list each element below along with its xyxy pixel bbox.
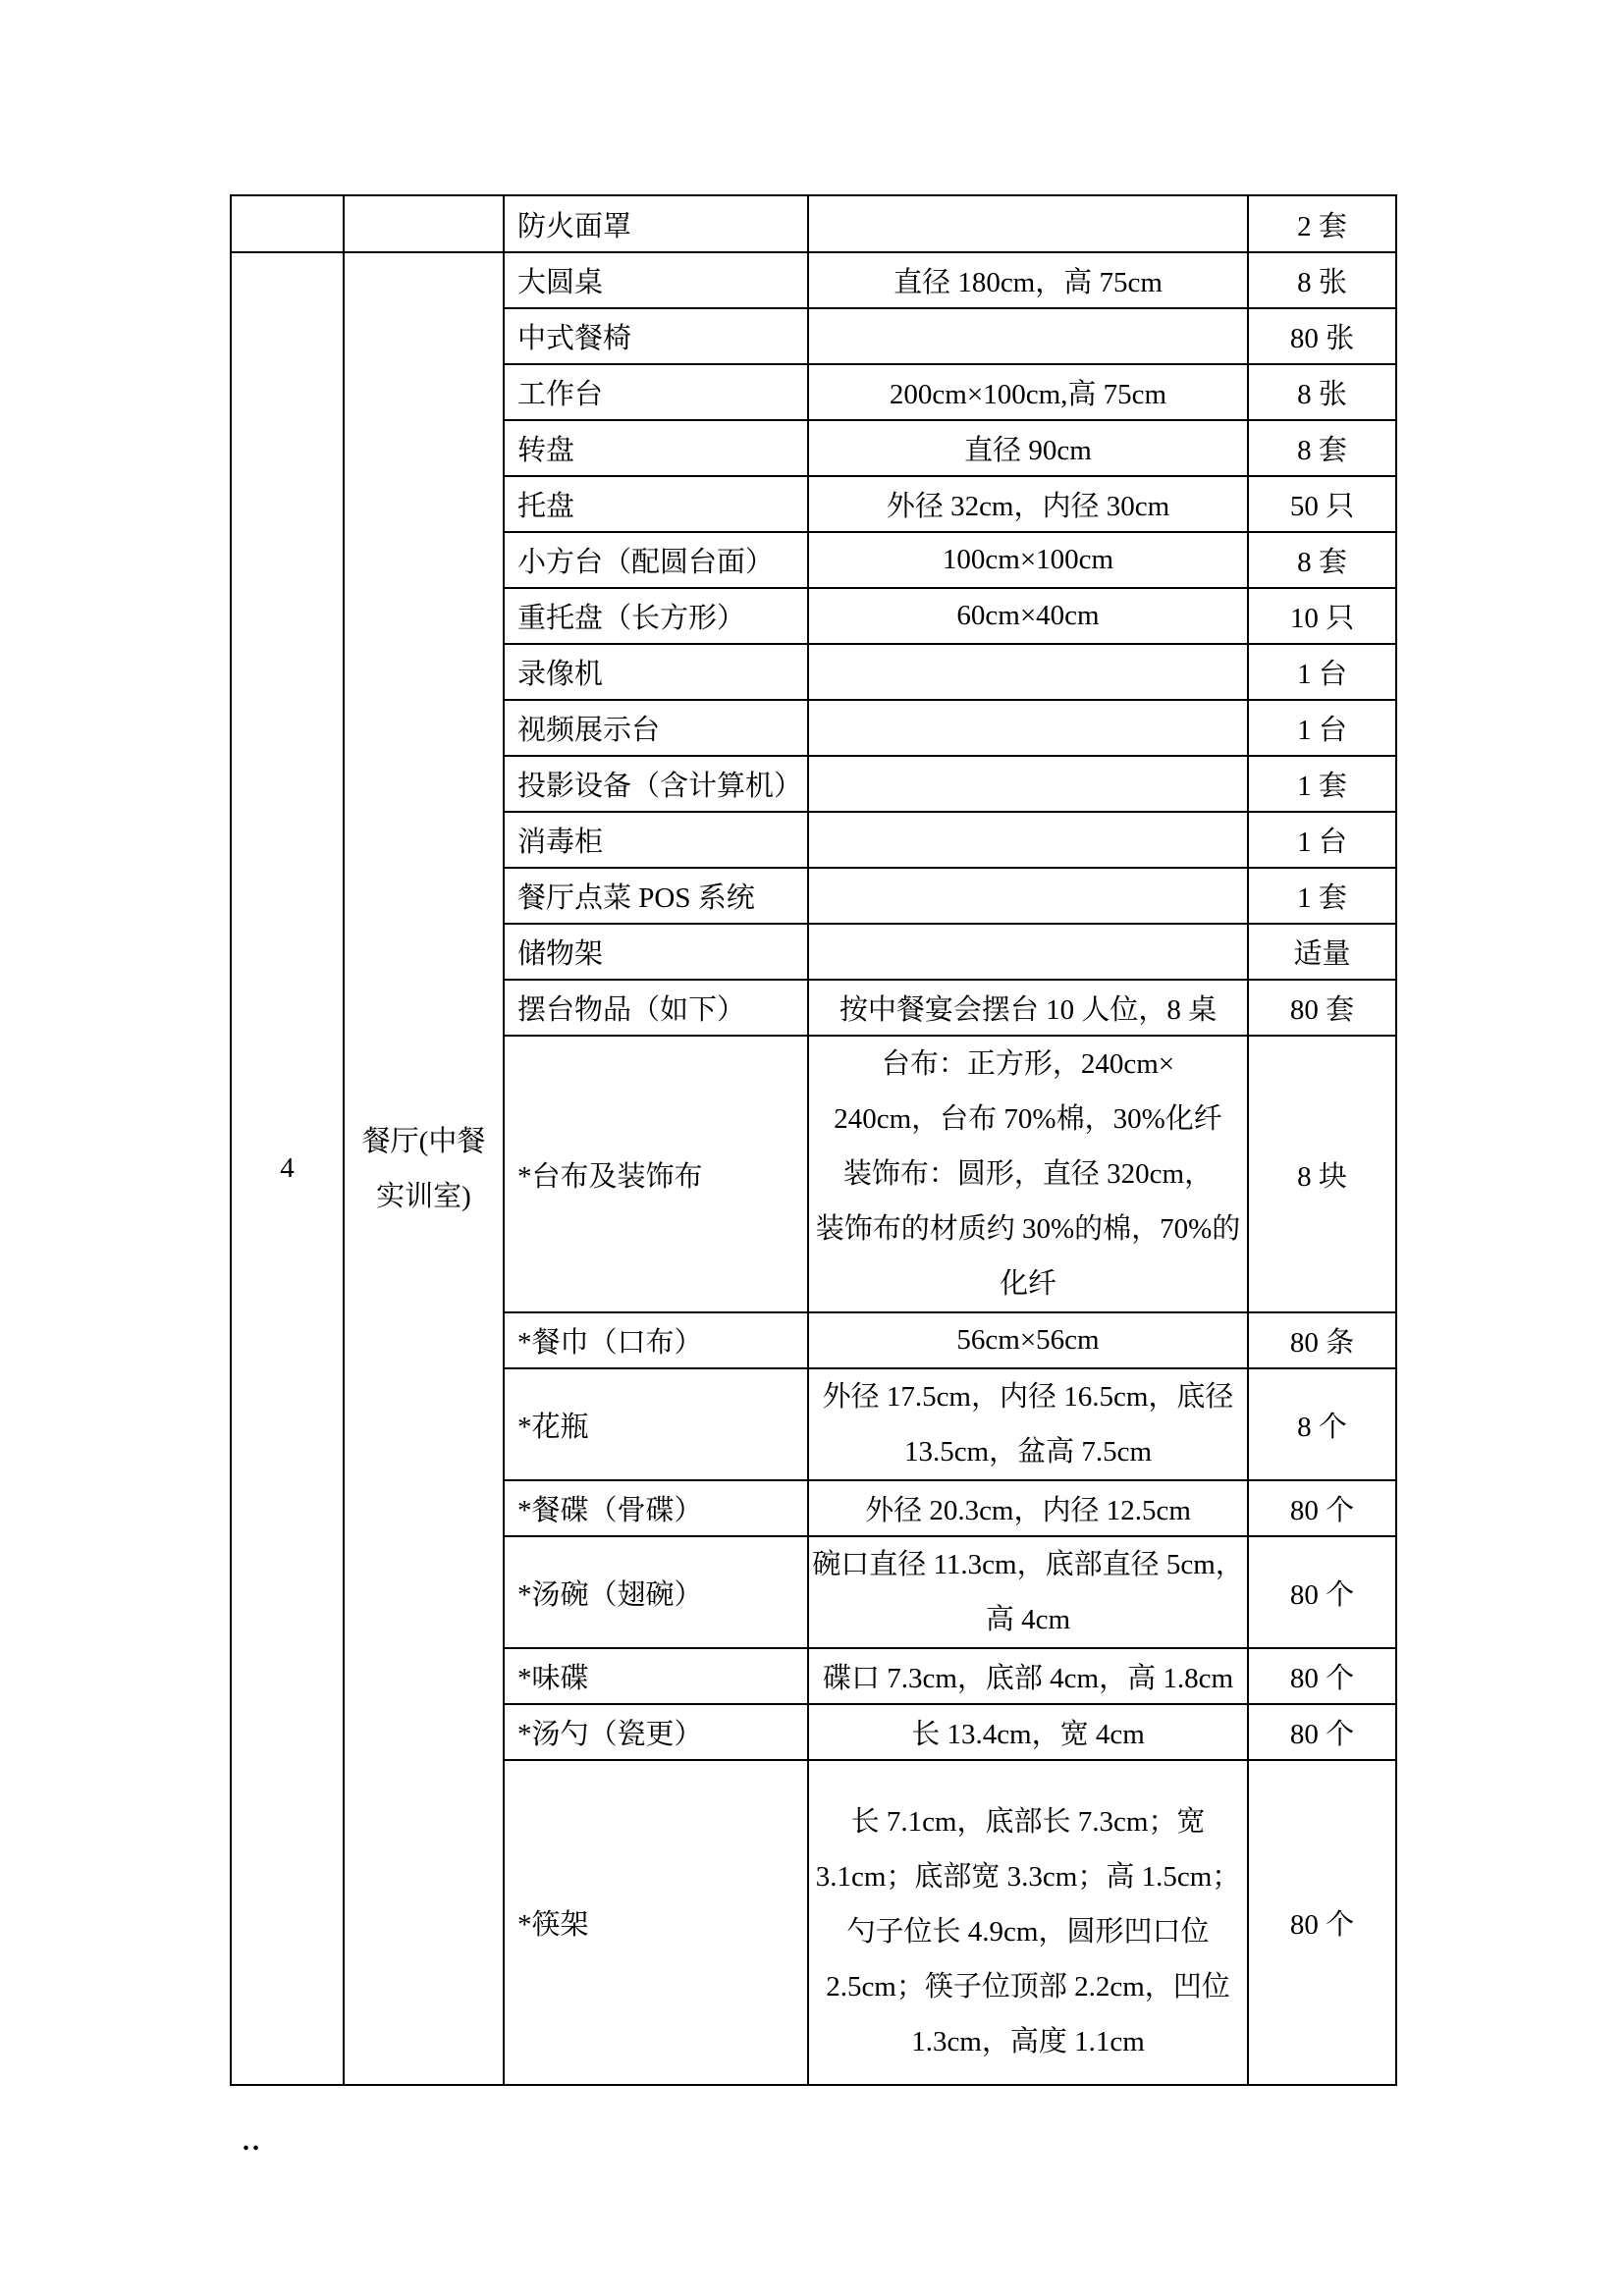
qty-cell: 8 套 <box>1248 420 1396 476</box>
qty-cell: 80 套 <box>1248 980 1396 1036</box>
page-dots: .. <box>243 2126 262 2157</box>
spec-lines <box>809 1369 1247 1479</box>
item-cell: *汤勺（瓷更） <box>504 1704 808 1760</box>
qty-cell: 50 只 <box>1248 476 1396 532</box>
qty-cell: 1 台 <box>1248 812 1396 868</box>
item-cell: 小方台（配圆台面） <box>504 532 808 588</box>
item-cell: 投影设备（含计算机） <box>504 756 808 812</box>
section-number-cell: 4 <box>231 252 344 2085</box>
spec-line: 外径 17.5cm，内径 16.5cm，底径 <box>822 1381 1234 1413</box>
spec-cell: 100cm×100cm <box>808 532 1248 588</box>
table-row <box>231 252 1396 308</box>
spec-line: 碗口直径 11.3cm，底部直径 5cm， <box>812 1549 1244 1580</box>
spec-cell: 长 13.4cm，宽 4cm <box>808 1704 1248 1760</box>
item-cell: 转盘 <box>504 420 808 476</box>
spec-line: 3.1cm；底部宽 3.3cm；高 1.5cm； <box>815 1860 1241 1893</box>
item-cell: 餐厅点菜 POS 系统 <box>504 868 808 924</box>
qty-cell: 80 条 <box>1248 1312 1396 1368</box>
qty-cell: 2 套 <box>1248 195 1396 252</box>
item-cell: 重托盘（长方形） <box>504 588 808 644</box>
qty-cell: 80 个 <box>1248 1760 1396 2085</box>
item-cell: 储物架 <box>504 924 808 980</box>
item-cell: 消毒柜 <box>504 812 808 868</box>
qty-cell: 适量 <box>1248 924 1396 980</box>
qty-cell: 1 台 <box>1248 644 1396 700</box>
spec-line: 2.5cm；筷子位顶部 2.2cm，凹位 <box>826 1970 1230 2002</box>
qty-cell: 80 个 <box>1248 1480 1396 1536</box>
seq-cell-empty <box>231 195 344 252</box>
spec-cell: 60cm×40cm <box>808 588 1248 644</box>
qty-cell: 8 块 <box>1248 1036 1396 1312</box>
spec-cell: 直径 180cm，高 75cm <box>808 252 1248 308</box>
item-cell: 工作台 <box>504 364 808 420</box>
room-name-line: 餐厅(中餐 <box>361 1125 486 1157</box>
spec-cell <box>808 195 1248 252</box>
spec-cell <box>808 1368 1248 1480</box>
spec-cell: 外径 20.3cm，内径 12.5cm <box>808 1480 1248 1536</box>
room-cell-empty <box>344 195 504 252</box>
spec-cell: 按中餐宴会摆台 10 人位，8 桌 <box>808 980 1248 1036</box>
item-cell: *汤碗（翅碗） <box>504 1536 808 1648</box>
spec-cell: 直径 90cm <box>808 420 1248 476</box>
room-name-cell <box>344 252 504 2085</box>
spec-line: 高 4cm <box>985 1604 1071 1635</box>
spec-lines <box>809 1537 1247 1647</box>
qty-cell: 80 张 <box>1248 308 1396 364</box>
spec-cell <box>808 868 1248 924</box>
spec-line: 13.5cm，盆高 7.5cm <box>903 1436 1153 1468</box>
qty-cell: 80 个 <box>1248 1648 1396 1704</box>
qty-cell: 1 套 <box>1248 868 1396 924</box>
qty-cell: 10 只 <box>1248 588 1396 644</box>
spec-line: 勺子位长 4.9cm，圆形凹口位 <box>846 1915 1210 1948</box>
item-cell: 录像机 <box>504 644 808 700</box>
spec-line: 长 7.1cm，底部长 7.3cm；宽 <box>850 1805 1206 1838</box>
item-cell: *花瓶 <box>504 1368 808 1480</box>
item-cell: 摆台物品（如下） <box>504 980 808 1036</box>
spec-lines <box>809 1037 1247 1311</box>
qty-cell: 80 个 <box>1248 1704 1396 1760</box>
spec-cell <box>808 308 1248 364</box>
qty-cell: 8 张 <box>1248 252 1396 308</box>
item-cell: *餐碟（骨碟） <box>504 1480 808 1536</box>
spec-cell <box>808 924 1248 980</box>
spec-cell: 碟口 7.3cm，底部 4cm，高 1.8cm <box>808 1648 1248 1704</box>
room-name-line: 实训室) <box>376 1180 471 1212</box>
item-cell: 防火面罩 <box>504 195 808 252</box>
item-cell: 中式餐椅 <box>504 308 808 364</box>
spec-line: 1.3cm，高度 1.1cm <box>911 2025 1145 2057</box>
qty-cell: 80 个 <box>1248 1536 1396 1648</box>
equipment-table <box>230 194 1397 2086</box>
spec-line: 装饰布：圆形，直径 320cm， <box>842 1158 1214 1190</box>
spec-cell <box>808 1536 1248 1648</box>
spec-cell <box>808 756 1248 812</box>
spec-cell <box>808 812 1248 868</box>
spec-cell <box>808 644 1248 700</box>
spec-line: 化纤 <box>999 1268 1056 1300</box>
item-cell: *台布及装饰布 <box>504 1036 808 1312</box>
spec-line: 台布：正方形，240cm× <box>881 1048 1175 1080</box>
item-cell: *筷架 <box>504 1760 808 2085</box>
spec-cell <box>808 1036 1248 1312</box>
spec-line: 装饰布的材质约 30%的棉，70%的 <box>815 1213 1241 1245</box>
spec-cell <box>808 1760 1248 2085</box>
spec-cell: 外径 32cm，内径 30cm <box>808 476 1248 532</box>
qty-cell: 1 套 <box>1248 756 1396 812</box>
spec-lines <box>809 1777 1247 2069</box>
item-cell: 大圆桌 <box>504 252 808 308</box>
spec-cell: 56cm×56cm <box>808 1312 1248 1368</box>
qty-cell: 8 个 <box>1248 1368 1396 1480</box>
qty-cell: 8 套 <box>1248 532 1396 588</box>
spec-cell: 200cm×100cm,高 75cm <box>808 364 1248 420</box>
spec-cell <box>808 700 1248 756</box>
item-cell: 视频展示台 <box>504 700 808 756</box>
qty-cell: 8 张 <box>1248 364 1396 420</box>
table-row <box>231 195 1396 252</box>
qty-cell: 1 台 <box>1248 700 1396 756</box>
spec-line: 240cm，台布 70%棉，30%化纤 <box>834 1103 1222 1135</box>
item-cell: *味碟 <box>504 1648 808 1704</box>
item-cell: *餐巾（口布） <box>504 1312 808 1368</box>
item-cell: 托盘 <box>504 476 808 532</box>
